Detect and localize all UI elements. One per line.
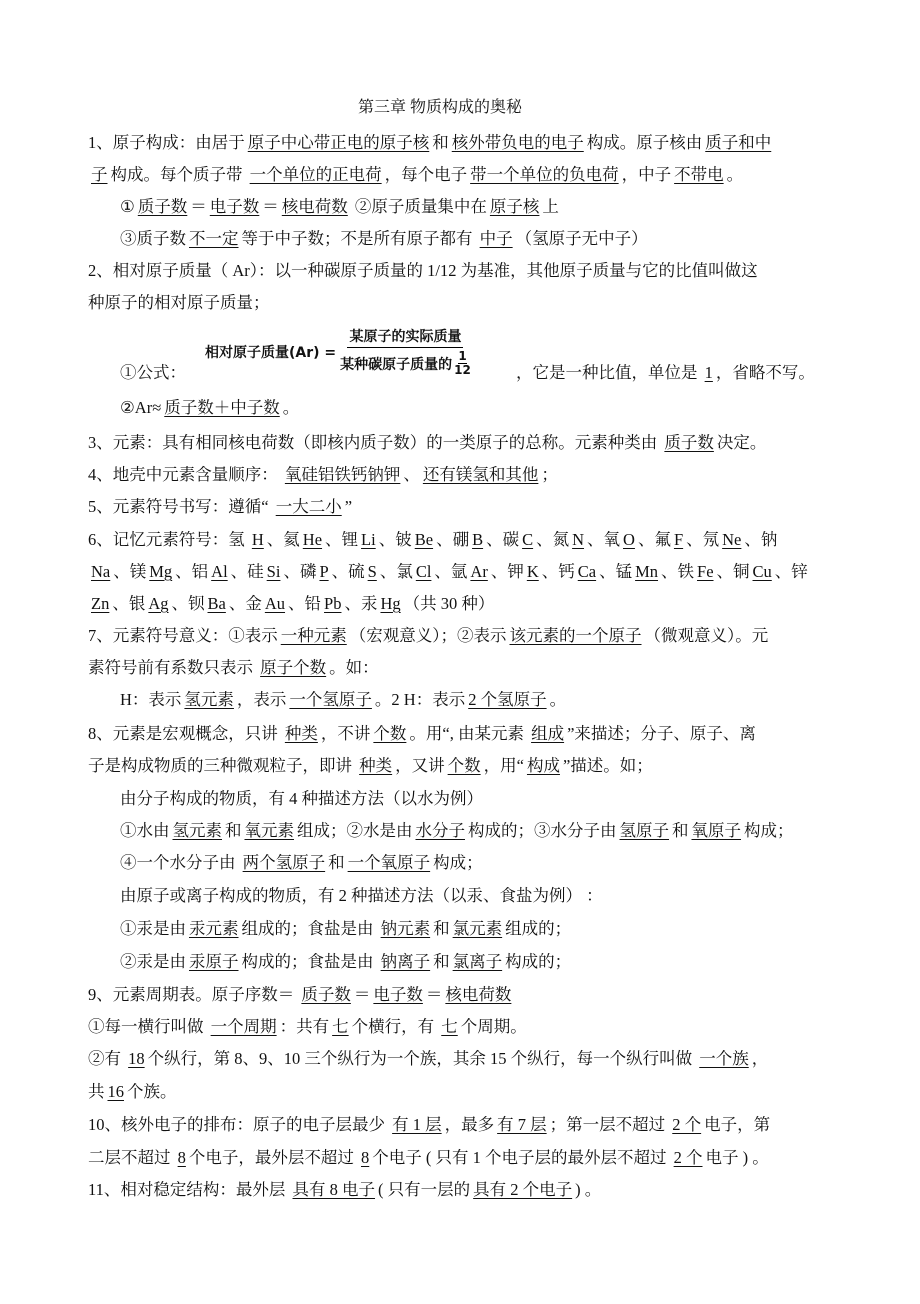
text: H：表示 [120, 690, 182, 709]
text: 、硅 [230, 562, 264, 581]
text: 、氯 [379, 562, 413, 581]
text: ”来描述；分子、原子、离 [567, 724, 756, 743]
fill-in-answer: 电子数 [373, 985, 423, 1004]
text: 6、记忆元素符号：氢 [88, 530, 249, 549]
fill-in-answer: Pb [324, 594, 342, 613]
text: 由分子构成的物质，有 4 种描述方法（以水为例） [120, 789, 483, 808]
text-line [120, 228, 648, 250]
text: 素符号前有系数只表示 [88, 658, 258, 677]
text: 3、元素：具有相同核电荷数（即核内质子数）的一类原子的总称。元素种类由 [88, 433, 662, 452]
text: ＝ [353, 985, 371, 1004]
text-line [88, 1016, 527, 1038]
text: 、钾 [490, 562, 524, 581]
fill-in-answer: Ne [722, 530, 742, 549]
text: 决定。 [716, 433, 767, 452]
text: ，最多 [444, 1115, 495, 1134]
text: ②Ar≈ [120, 398, 162, 417]
text: 、氦 [266, 530, 300, 549]
fill-in-answer: 不一定 [189, 229, 239, 248]
fill-in-answer: 2 个氢原子 [468, 690, 547, 709]
text: 组成的； [505, 919, 572, 938]
text: 、氖 [686, 530, 720, 549]
fill-in-answer: 构成 [526, 756, 560, 775]
text: ，表示 [236, 690, 287, 709]
text: ②汞是由 [120, 952, 186, 971]
text-line [88, 1114, 770, 1136]
text: 、钙 [541, 562, 575, 581]
text-line [88, 164, 743, 186]
text: 构成； [744, 821, 794, 840]
text: 8、元素是宏观概念，只讲 [88, 724, 282, 743]
text: ，它是一种比值，单位是 [516, 363, 702, 382]
formula-numerator: 某原子的实际质量 [347, 326, 463, 348]
fill-in-answer: 核电荷数 [445, 985, 512, 1004]
text: 、钠 [744, 530, 778, 549]
fill-in-answer: 氢元素 [172, 821, 222, 840]
fill-in-answer: 钠离子 [380, 952, 431, 971]
text: ＝ [190, 197, 207, 216]
fill-in-answer: 有 7 层 [497, 1115, 547, 1134]
text: 、铜 [716, 562, 750, 581]
text: 。用“, 由某元素 [409, 724, 529, 743]
text-line [88, 132, 774, 154]
text: ①公式： [120, 363, 186, 382]
fill-in-answer: 子 [91, 165, 108, 184]
fill-in-answer: 一种元素 [280, 626, 347, 645]
text-line [88, 723, 756, 745]
fill-in-answer: Cl [415, 562, 432, 581]
text: 、磷 [283, 562, 317, 581]
text: 个纵行，第 8、9、10 三个纵行为一个族，其余 15 个纵行，每一个纵行叫做 [147, 1049, 697, 1068]
text-line [88, 593, 494, 615]
text: 1、原子构成：由居于 [88, 133, 245, 152]
fill-in-answer: 种类 [359, 756, 393, 775]
text: 共 [88, 1082, 105, 1101]
fill-in-answer: 一个周期 [210, 1017, 277, 1036]
text: 。如： [329, 658, 379, 677]
fill-in-answer: 电子数 [209, 197, 260, 216]
text-line [88, 496, 352, 518]
fill-in-answer: Hg [380, 594, 401, 613]
fill-in-answer: 个数 [447, 756, 481, 775]
text: 11、相对稳定结构：最外层 [88, 1180, 290, 1199]
text: ① [120, 197, 135, 216]
text: 个周期。 [460, 1017, 527, 1036]
text: ④一个水分子由 [120, 853, 240, 872]
text: 和 [433, 952, 450, 971]
text: 9、元素周期表。原子序数＝ [88, 985, 299, 1004]
fill-in-answer: 核电荷数 [281, 197, 348, 216]
text-line [120, 820, 794, 842]
fill-in-answer: 带一个单位的负电荷 [470, 165, 619, 184]
fill-in-answer: H [251, 530, 264, 549]
text: ” [344, 497, 353, 516]
text: 7、元素符号意义：①表示 [88, 626, 278, 645]
fill-in-answer: 中子 [479, 229, 513, 248]
text: 上 [542, 197, 559, 216]
fill-in-answer: 水分子 [415, 821, 465, 840]
text: 构成。原子核由 [586, 133, 703, 152]
fill-in-answer: 质子数＋中子数 [164, 398, 280, 417]
text: ①水由 [120, 821, 170, 840]
text: 5、元素符号书写：遵循“ [88, 497, 273, 516]
text: 子是构成物质的三种微观粒子，即讲 [88, 756, 357, 775]
text-line [120, 689, 566, 711]
fill-in-answer: 2 个 [673, 1148, 703, 1167]
text: 电子 ) 。 [705, 1148, 769, 1167]
text: 、铝 [175, 562, 209, 581]
formula-lhs: 相对原子质量(Ar) = [205, 344, 337, 361]
text: 、碳 [486, 530, 520, 549]
text-line [88, 625, 768, 647]
text: 构成。每个质子带 [110, 165, 247, 184]
fill-in-answer: 质子和中 [705, 133, 772, 152]
fill-in-answer: Ar [470, 562, 488, 581]
fill-in-answer: K [526, 562, 539, 581]
fill-in-answer: 具有 8 电子 [292, 1180, 376, 1199]
text-line [88, 755, 653, 777]
text: 个电子，最外层不超过 [188, 1148, 358, 1167]
fill-in-answer: 一个单位的正电荷 [249, 165, 382, 184]
fill-in-answer: 核外带负电的电子 [451, 133, 584, 152]
fill-in-answer: Si [266, 562, 281, 581]
text: ；第一层不超过 [549, 1115, 670, 1134]
text: 个族。 [127, 1082, 177, 1101]
fill-in-answer: 具有 2 个电子 [473, 1180, 573, 1199]
fill-in-answer: 原子个数 [260, 658, 327, 677]
fill-in-answer: 原子中心带正电的原子核 [247, 133, 430, 152]
fill-in-answer: Fe [697, 562, 714, 581]
text: 构成的；③水分子由 [468, 821, 617, 840]
fill-in-answer: 组成 [531, 724, 565, 743]
fill-in-answer: 原子核 [489, 197, 540, 216]
text: ：共有 [279, 1017, 330, 1036]
text: ②原子质量集中在 [350, 197, 487, 216]
fill-in-answer: 该元素的一个原子 [509, 626, 642, 645]
text: ”描述。如； [562, 756, 653, 775]
one-twelfth-den: 12 [454, 363, 471, 377]
text: 和 [328, 853, 345, 872]
text: 种原子的相对原子质量； [88, 293, 270, 312]
text: 、锰 [599, 562, 633, 581]
text: 二层不超过 [88, 1148, 175, 1167]
text: ＝ [425, 985, 443, 1004]
text: （氢原子无中子） [515, 229, 648, 248]
fill-in-answer: 氯离子 [452, 952, 503, 971]
text: 、钡 [171, 594, 205, 613]
text: 10、核外电子的排布：原子的电子层最少 [88, 1115, 390, 1134]
text: ，省略不写。 [715, 363, 815, 382]
text-line [120, 951, 571, 973]
text-line [88, 984, 514, 1006]
text: （宏观意义）；②表示 [349, 626, 507, 645]
formula-denominator: 某种碳原子质量的 [340, 356, 453, 373]
text: 、锂 [325, 530, 359, 549]
fill-in-answer: 1 [704, 363, 713, 382]
text: 4、地壳中元素含量顺序： [88, 465, 282, 484]
text: 个横行，有 [351, 1017, 439, 1036]
fill-in-answer: 七 [441, 1017, 458, 1036]
fill-in-answer: 一个氧原子 [347, 853, 431, 872]
text-line [88, 1081, 177, 1103]
text: 构成； [433, 853, 483, 872]
fill-in-answer: Mn [635, 562, 659, 581]
fill-in-answer: Zn [91, 594, 110, 613]
fill-in-answer: 钠元素 [380, 919, 431, 938]
text: 个电子 ( 只有 1 个电子层的最外层不超过 [372, 1148, 671, 1167]
fill-in-answer: 汞原子 [189, 952, 239, 971]
text-line [88, 260, 758, 282]
fill-in-answer: 一个氢原子 [289, 690, 372, 709]
fill-in-answer: 不带电 [674, 165, 724, 184]
text: 、氮 [536, 530, 570, 549]
fill-in-answer: 有 1 层 [392, 1115, 442, 1134]
text-line [88, 1048, 768, 1070]
text: 、金 [228, 594, 262, 613]
fill-in-answer: 还有镁氢和其他 [422, 465, 539, 484]
page-title: 第三章 物质构成的奥秘 [358, 99, 523, 116]
text: ①每一横行叫做 [88, 1017, 208, 1036]
text: 和 [672, 821, 689, 840]
fill-in-answer: 个数 [373, 724, 407, 743]
text: ＝ [262, 197, 279, 216]
text: 。 [282, 398, 300, 417]
fill-in-answer: 质子数 [137, 197, 188, 216]
text: 2、相对原子质量（ Ar）：以一种碳原子质量的 1/12 为基准，其他原子质量与它的比值叫做这 [88, 261, 758, 280]
text: 组成；②水是由 [297, 821, 413, 840]
fill-in-answer: Ag [148, 594, 169, 613]
fill-in-answer: Ba [207, 594, 226, 613]
fill-in-answer: O [623, 530, 635, 549]
fill-in-answer: 一个族 [699, 1049, 749, 1068]
fill-in-answer: 氧硅铝铁钙钠钾 [284, 465, 401, 484]
text: 构成的；食盐是由 [241, 952, 378, 971]
text: 、银 [112, 594, 146, 613]
text: 构成的； [505, 952, 572, 971]
fill-in-answer: 氢元素 [184, 690, 234, 709]
text: ①汞是由 [120, 919, 186, 938]
text: 、铁 [661, 562, 695, 581]
text-line [120, 196, 559, 218]
text-line [120, 362, 815, 384]
text: 和 [432, 133, 449, 152]
fill-in-answer: 两个氢原子 [242, 853, 326, 872]
fill-in-answer: 质子数 [664, 433, 714, 452]
text: 、汞 [344, 594, 378, 613]
fill-in-answer: 16 [107, 1082, 124, 1101]
text-line [120, 918, 571, 940]
fill-in-answer: C [522, 530, 534, 549]
text-line [88, 1147, 769, 1169]
text: 、氧 [587, 530, 621, 549]
fill-in-answer: B [472, 530, 484, 549]
text: 、铅 [288, 594, 322, 613]
text: 组成的；食盐是由 [241, 919, 378, 938]
fill-in-answer: Ca [577, 562, 597, 581]
text: 和 [225, 821, 242, 840]
one-twelfth-num: 1 [458, 349, 467, 363]
fill-in-answer: 种类 [284, 724, 318, 743]
text: ，又讲 [395, 756, 445, 775]
text-line [88, 464, 558, 486]
text: 由原子或离子构成的物质，有 2 种描述方法（以汞、食盐为例） ： [120, 886, 603, 905]
text-line [120, 397, 299, 419]
fill-in-answer: Be [414, 530, 434, 549]
text: ，中子 [621, 165, 672, 184]
fill-in-answer: 氢原子 [619, 821, 669, 840]
fill-in-answer: Mg [149, 562, 173, 581]
text: 、 [403, 465, 420, 484]
text: 、锌 [774, 562, 808, 581]
text: 、硼 [436, 530, 470, 549]
text: 、氟 [637, 530, 671, 549]
text-line [88, 561, 808, 583]
text: 、氩 [434, 562, 468, 581]
text: （微观意义）。元 [644, 626, 769, 645]
text: ，不讲 [320, 724, 371, 743]
fill-in-answer: Li [361, 530, 376, 549]
fill-in-answer: Au [264, 594, 286, 613]
text-line [88, 432, 766, 454]
fill-in-answer: N [572, 530, 585, 549]
text: 等于中子数；不是所有原子都有 [241, 229, 477, 248]
fill-in-answer: S [367, 562, 377, 581]
fill-in-answer: 2 个 [672, 1115, 702, 1134]
text: ； [541, 465, 558, 484]
fill-in-answer: 8 [177, 1148, 186, 1167]
fill-in-answer: 汞元素 [189, 919, 239, 938]
fill-in-answer: 氧元素 [244, 821, 294, 840]
fill-in-answer: 18 [128, 1049, 145, 1068]
text: 和 [433, 919, 450, 938]
text: ，每个电子 [384, 165, 468, 184]
text-line [120, 885, 603, 907]
text: 、铍 [378, 530, 412, 549]
fill-in-answer: P [319, 562, 329, 581]
text: 。2 H：表示 [374, 690, 466, 709]
text: （共 30 种） [403, 594, 495, 613]
text: 、硫 [331, 562, 365, 581]
fill-in-answer: Al [211, 562, 228, 581]
text: ，用“ [483, 756, 524, 775]
fill-in-answer: 8 [361, 1148, 370, 1167]
text: 电子，第 [704, 1115, 771, 1134]
text: ， [751, 1049, 769, 1068]
text: ( 只有一层的 [378, 1180, 471, 1199]
text: ②有 [88, 1049, 126, 1068]
text-line [88, 1179, 601, 1201]
text: 。 [726, 165, 744, 184]
text: ) 。 [575, 1180, 602, 1199]
fill-in-answer: He [302, 530, 323, 549]
fill-in-answer: F [673, 530, 684, 549]
fill-in-answer: 氯元素 [452, 919, 503, 938]
text: ③质子数 [120, 229, 186, 248]
fill-in-answer: Cu [752, 562, 772, 581]
fill-in-answer: 一大二小 [275, 497, 342, 516]
fill-in-answer: Na [91, 562, 111, 581]
text-line [88, 292, 270, 314]
text: 。 [549, 690, 567, 709]
fill-in-answer: 质子数 [301, 985, 351, 1004]
fill-in-answer: 氧原子 [691, 821, 741, 840]
text-line [120, 788, 483, 810]
text-line [88, 657, 379, 679]
fill-in-answer: 七 [332, 1017, 349, 1036]
text-line [120, 852, 483, 874]
text-line [88, 529, 777, 551]
text: 、镁 [113, 562, 147, 581]
